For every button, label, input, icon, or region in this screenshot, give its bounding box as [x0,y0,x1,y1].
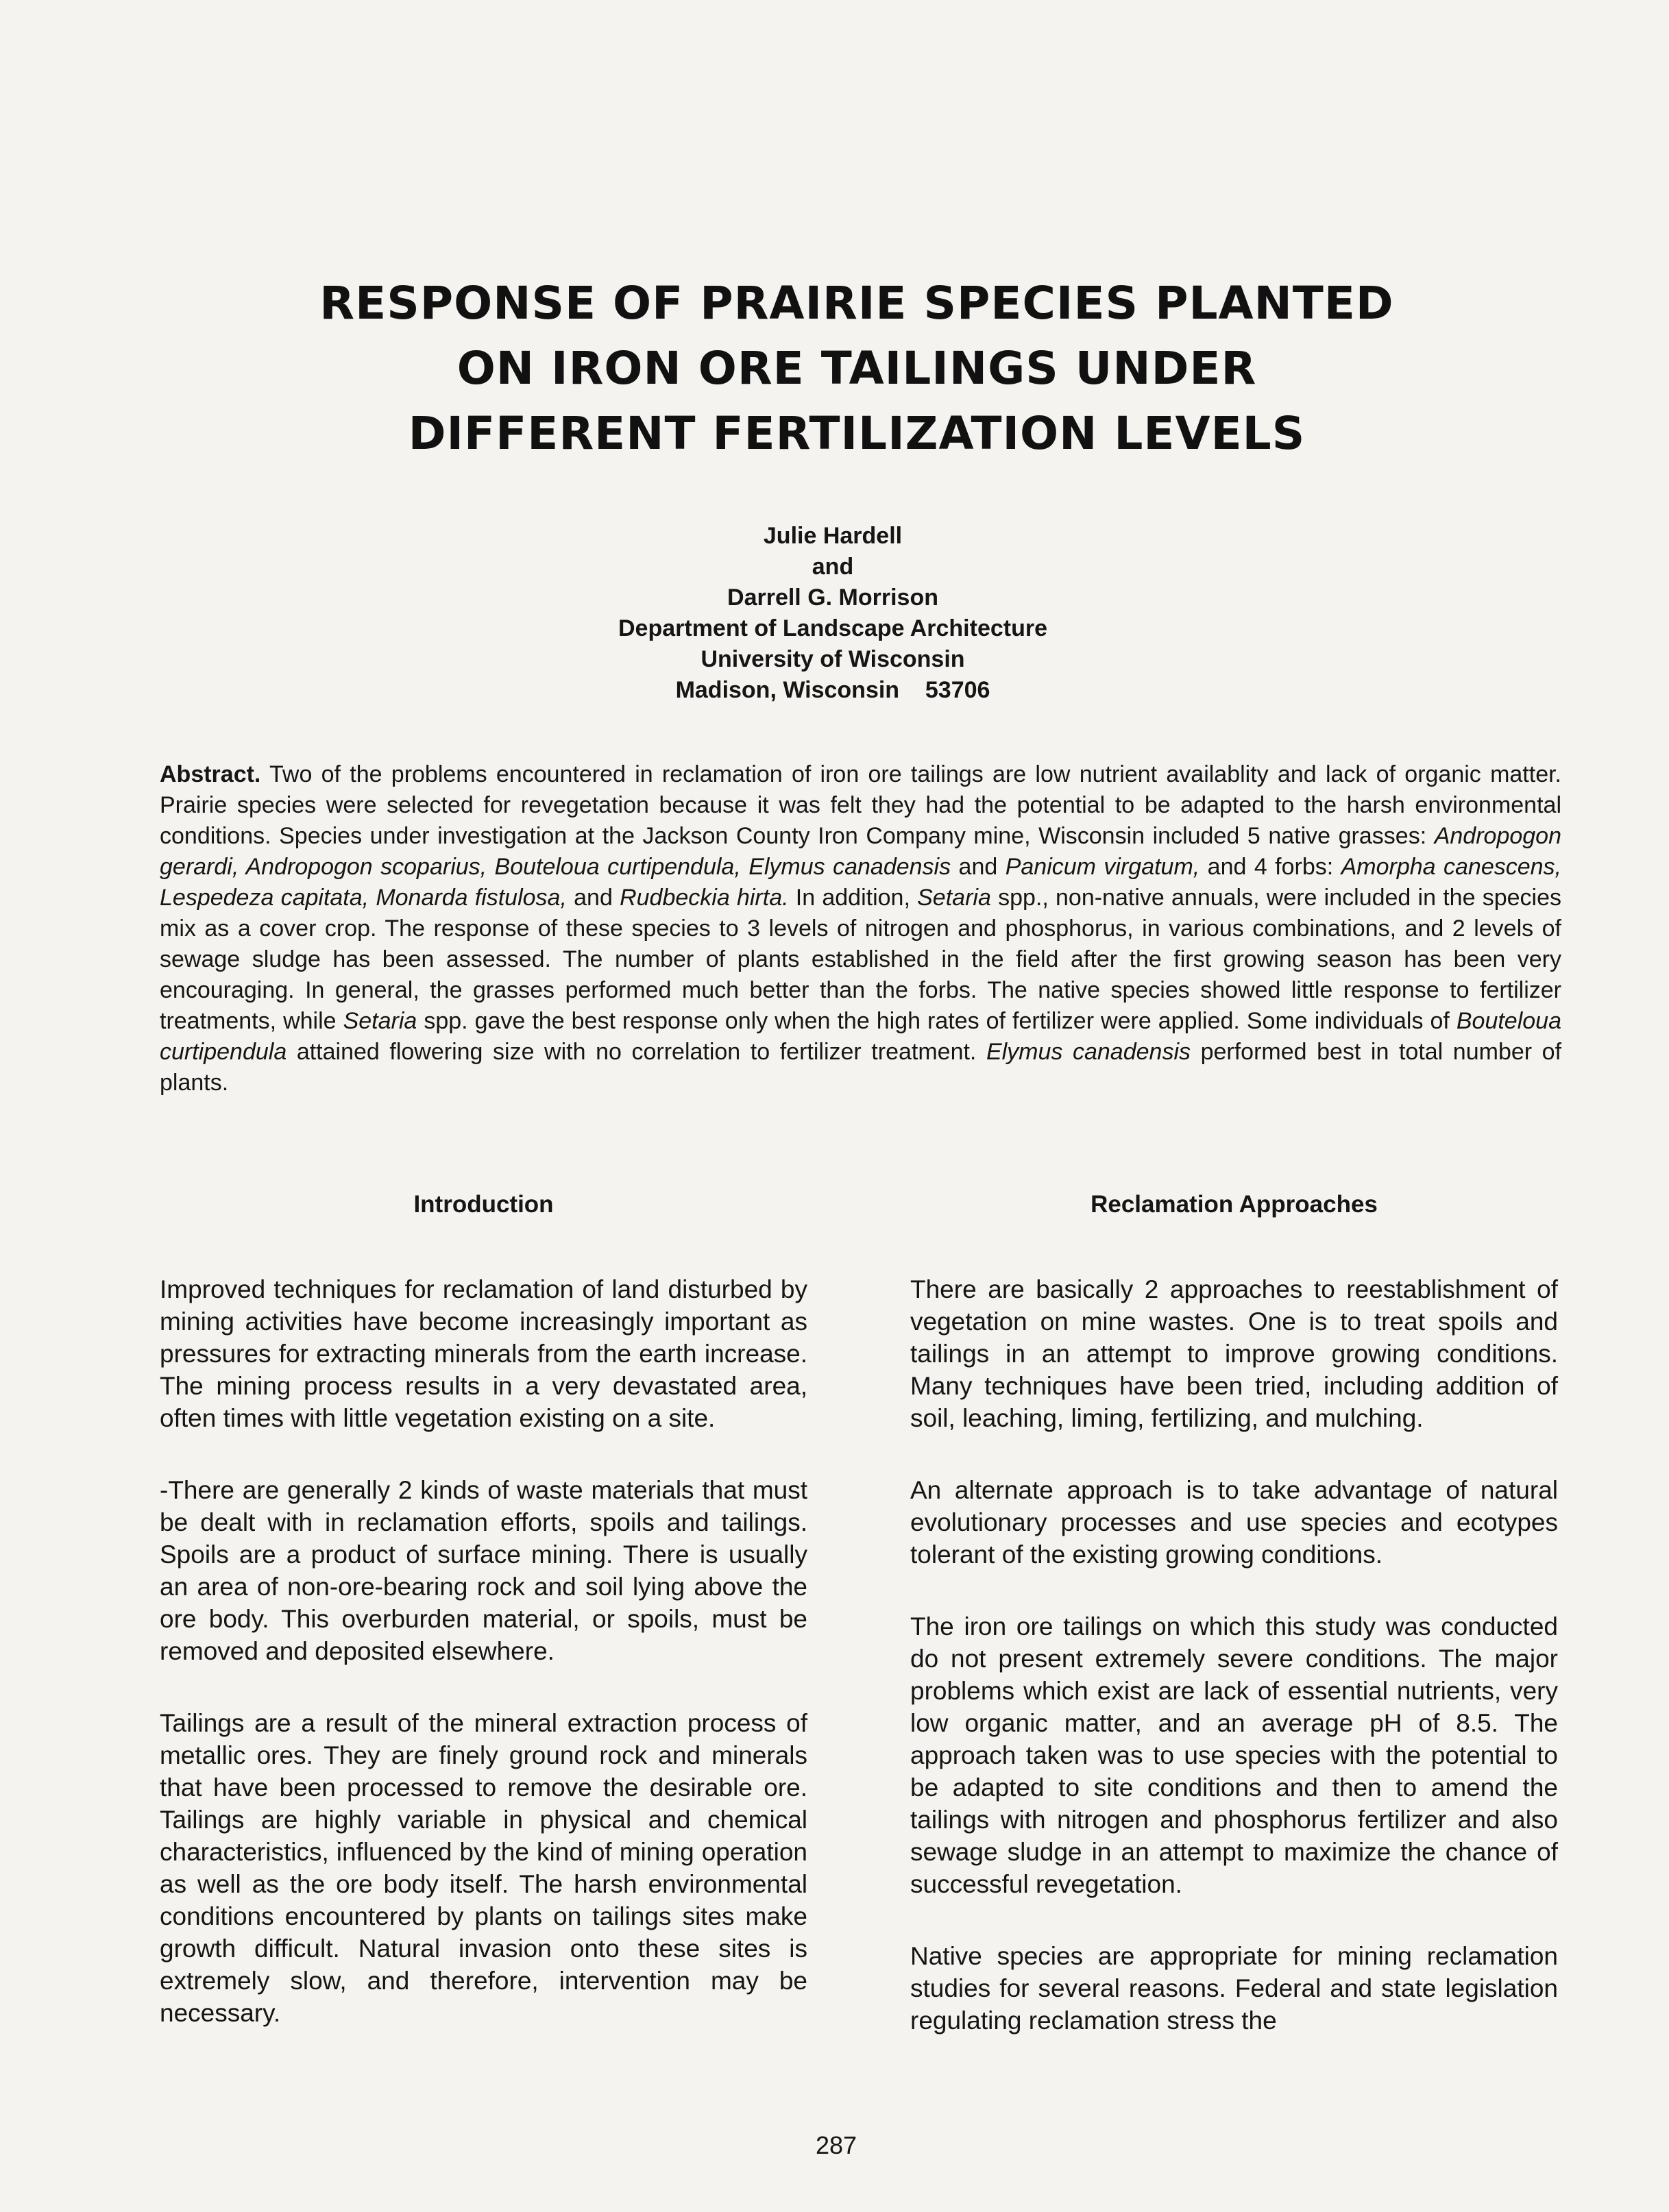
body-paragraph: Improved techniques for reclamation of land disturbed by mining activities have become increasingly important as pressures for extracting minerals from the earth increase. The mining process results in a very devastated area, often times with little vegetation existing on a site. [160,1275,807,1432]
author-zip: 53706 [925,677,990,703]
title-line-1: RESPONSE OF PRAIRIE SPECIES PLANTED [319,277,1394,330]
section-heading-introduction: Introduction [413,1191,554,1218]
abstract-text: and 4 forbs: [1199,854,1341,880]
left-column [160,1189,807,2069]
abstract-text: attained flowering size with no correlation to fertilizer treatment. [287,1039,986,1065]
abstract-species: Amorpha canescens, Lespedeza capitata, Monarda fistulosa, [160,854,1561,911]
abstract-text: and [951,854,1006,880]
body-paragraph: -There are generally 2 kinds of waste materials that must be dealt with in reclamation efforts, spoils and tailings. Spoils are a product of surface mining. There is usually an area of non-ore-bearing rock and soil lying above the ore body. This overburden material, or spoils, must be removed and deposited elsewhere. [160,1476,807,1665]
abstract [160,759,1561,1098]
abstract-text: spp., non-native annuals, were included in the species mix as a cover crop. The response of these species to 3 levels of nitrogen and phosphorus, in various combinations, and 2 levels of sewage sludge has been assessed. The number of plants established in the field after the first growing season has been very encouraging. In general, the grasses performed much better than the forbs. The native species showed little response to fertilizer treatments, while [160,885,1561,1034]
abstract-text: In addition, [788,885,918,911]
author-department: Department of Landscape Architecture [618,615,1047,641]
abstract-species: Andropogon gerardi, Andropogon scoparius, Bouteloua curtipendula, Elymus canadensis [160,823,1561,880]
article-title [206,271,1508,466]
title-line-3: DIFFERENT FERTILIZATION LEVELS [408,407,1306,460]
abstract-label: Abstract. [160,761,261,787]
body-paragraph: There are basically 2 approaches to reestablishment of vegetation on mine wastes. One is to treat spoils and tailings in an attempt to improve growing conditions. Many techniques have been tried, including addition of soil, leaching, liming, fertilizing, and mulching. [910,1275,1558,1432]
abstract-species: Setaria [917,885,991,911]
author-name: Julie Hardell [763,523,903,549]
body-paragraph: Native species are appropriate for mining reclamation studies for several reasons. Federal and state legislation regulating reclamation stress the [910,1942,1558,2035]
author-location [480,675,1186,706]
author-conjunction: and [812,554,854,580]
page-number: 287 [815,2131,857,2159]
author-block [480,521,1186,706]
abstract-species: Panicum virgatum, [1005,854,1200,880]
abstract-species: Rudbeckia hirta. [620,885,789,911]
body-paragraph: Tailings are a result of the mineral extraction process of metallic ores. They are finely ground rock and minerals that have been processed to remove the desirable ore. Tailings are highly variable in physical and chemical characteristics, influenced by the kind of mining operation as well as the ore body itself. The harsh environmental conditions encountered by plants on tailings sites make growth difficult. Natural invasion onto these sites is extremely slow, and therefore, intervention may be necessary. [160,1709,807,2027]
author-name: Darrell G. Morrison [727,585,938,611]
abstract-species: Elymus canadensis [986,1039,1191,1065]
author-university: University of Wisconsin [701,646,965,672]
abstract-text: Two of the problems encountered in reclamation of iron ore tailings are low nutrient availablity and lack of organic matter. Prairie species were selected for revegetation because it was felt they had the potential to be adapted to the harsh environmental conditions. Species under investigation at the Jackson County Iron Company mine, Wisconsin included 5 native grasses: [160,761,1561,849]
abstract-text: and [566,885,620,911]
body-paragraph: The iron ore tailings on which this study was conducted do not present extremely severe conditions. The major problems which exist are lack of essential nutrients, very low organic matter, and an average pH of 8.5. The approach taken was to use species with the potential to be adapted to site conditions and then to amend the tailings with nitrogen and phosphorus fertilizer and also sewage sludge in an attempt to maximize the chance of successful revegetation. [910,1612,1558,1898]
abstract-species: Setaria [343,1008,417,1034]
abstract-text: spp. gave the best response only when the high rates of fertilizer were applied. Some individuals of [417,1008,1457,1034]
abstract-text: performed best in total number of plants. [160,1039,1562,1096]
right-column [910,1189,1558,2076]
section-heading-reclamation-approaches: Reclamation Approaches [1091,1191,1378,1218]
title-line-2: ON IRON ORE TAILINGS UNDER [456,342,1257,395]
author-city: Madison, Wisconsin [675,677,900,703]
abstract-species: Bouteloua curtipendula [160,1008,1561,1065]
body-paragraph: An alternate approach is to take advantage of natural evolutionary processes and use species and ecotypes tolerant of the existing growing conditions. [910,1476,1558,1569]
